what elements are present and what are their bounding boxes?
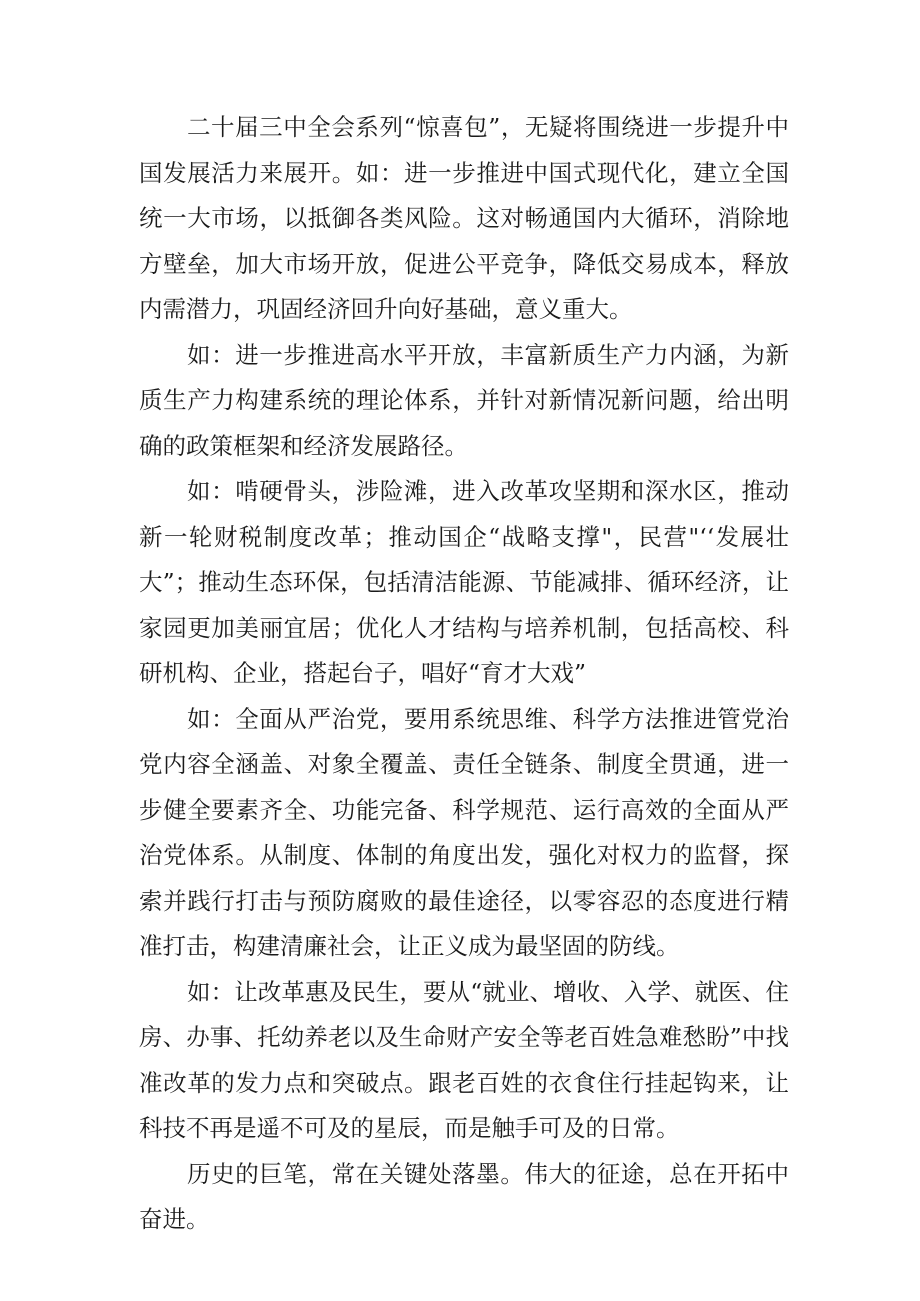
paragraph: 二十届三中全会系列“惊喜包”，无疑将围绕进一步提升中国发展活力来展开。如：进一步推进中国式现代化，建立全国统一大市场，以抵御各类风险。这对畅通国内大循环，消除地方壁垒，加大市场开放，促进公平竞争，降低交易成本，释放内需潜力，巩固经济回升向好基础，意义重大。 bbox=[139, 113, 789, 323]
paragraph: 如：让改革惠及民生，要从“就业、增收、入学、就医、住房、办事、托幼养老以及生命财产安全等老百姓急难愁盼”中找准改革的发力点和突破点。跟老百姓的衣食住行挂起钩来，让科技不再是遥不可及的星辰，而是触手可及的日常。 bbox=[139, 977, 789, 1142]
paragraph: 如：全面从严治党，要用系统思维、科学方法推进管党治党内容全涵盖、对象全覆盖、责任全链条、制度全贯通，进一步健全要素齐全、功能完备、科学规范、运行高效的全面从严治党体系。从制度、体制的角度出发，强化对权力的监督，探索并践行打击与预防腐败的最佳途径，以零容忍的态度进行精准打击，构建清廉社会，让正义成为最坚固的防线。 bbox=[139, 704, 789, 960]
paragraph: 如：啃硬骨头，涉险滩，进入改革攻坚期和深水区，推动新一轮财税制度改革；推动国企“战略支撑"，民营"‘‘发展壮大”；推动生态环保，包括清洁能源、节能减排、循环经济，让家园更加美丽宜居；优化人才结构与培养机制，包括高校、科研机构、企业，搭起台子，唱好“育才大戏” bbox=[139, 477, 789, 687]
paragraph: 历史的巨笔，常在关键处落墨。伟大的征途，总在开拓中奋进。 bbox=[139, 1159, 789, 1233]
document-body bbox=[139, 105, 789, 1243]
paragraph: 如：进一步推进高水平开放，丰富新质生产力内涵，为新质生产力构建系统的理论体系，并针对新情况新问题，给出明确的政策框架和经济发展路径。 bbox=[139, 340, 789, 460]
